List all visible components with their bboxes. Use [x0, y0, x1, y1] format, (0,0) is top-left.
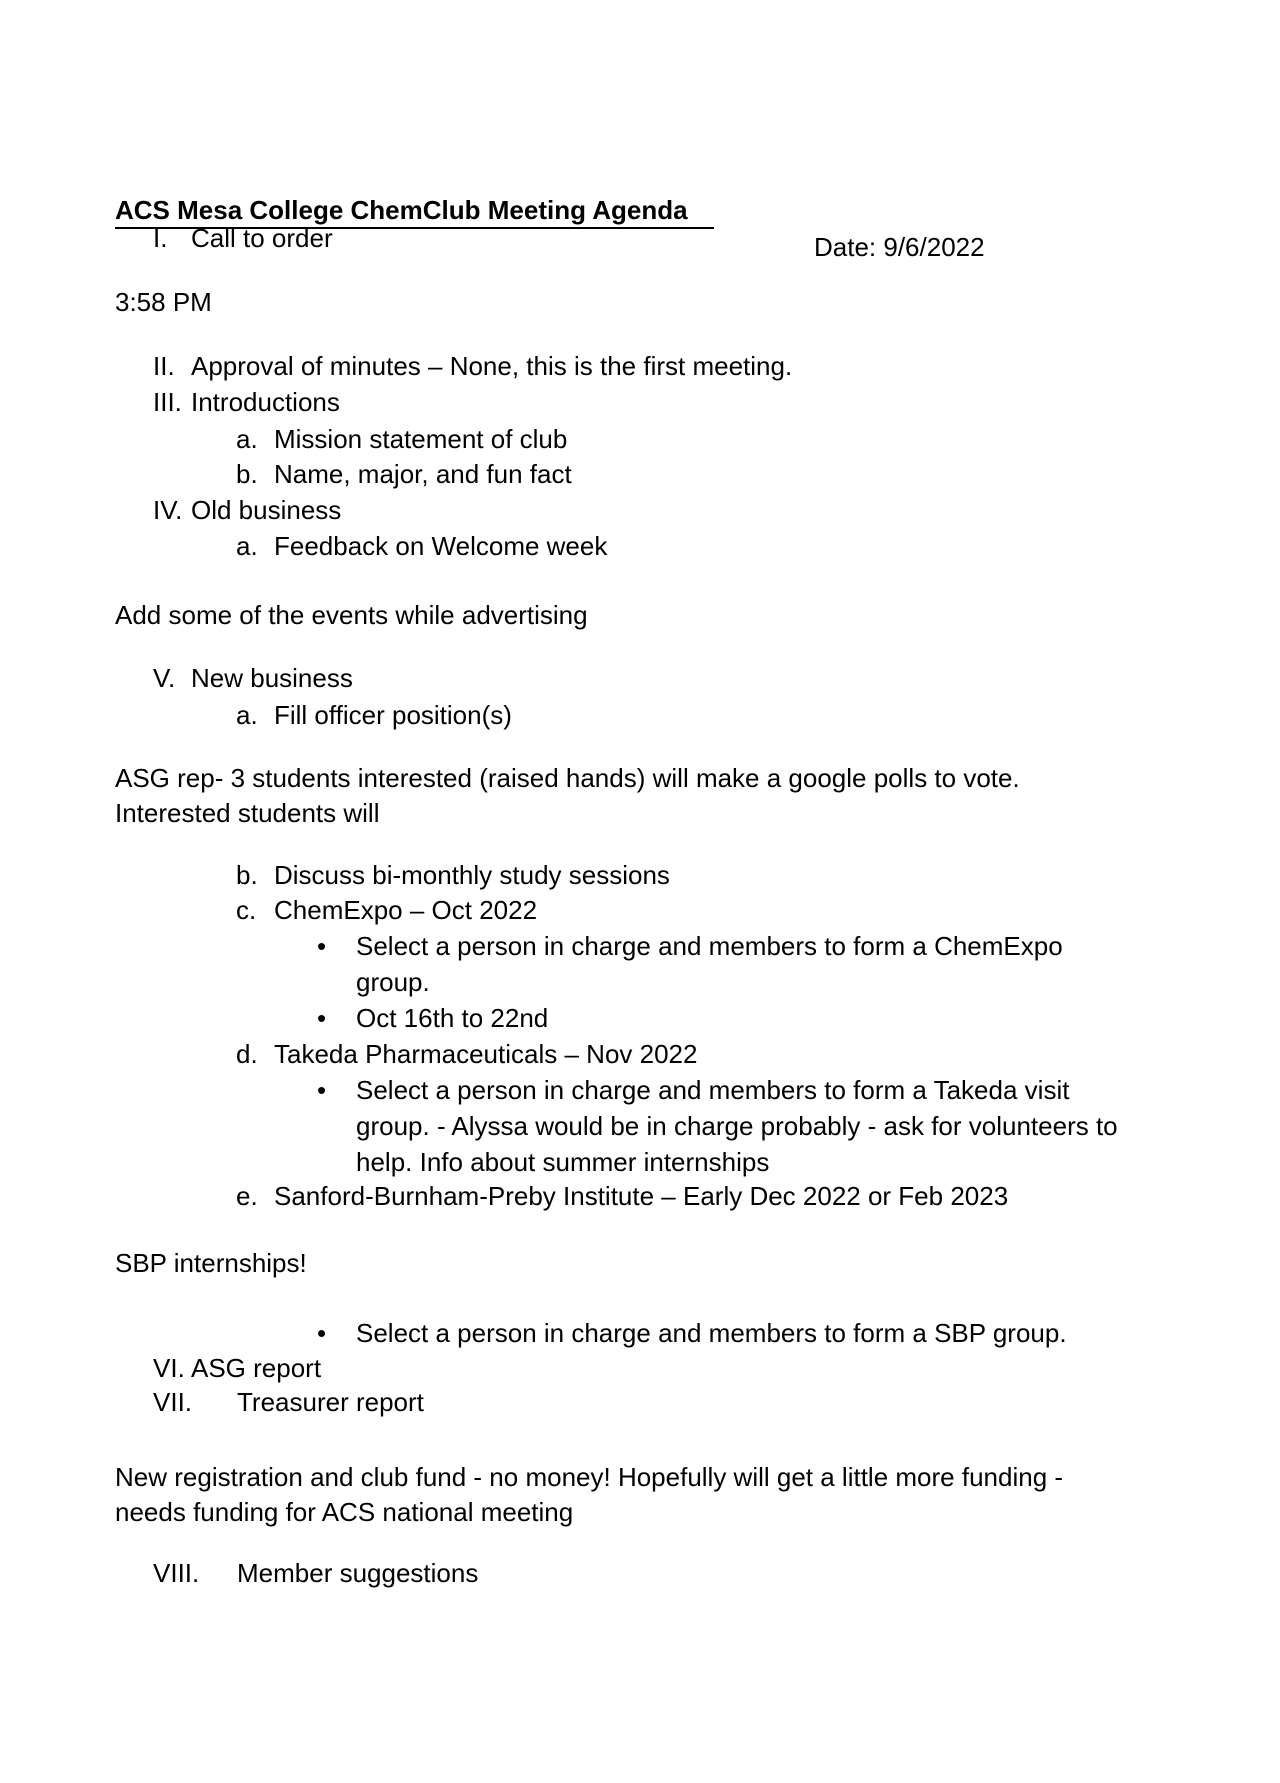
line-text: Discuss bi-monthly study sessions [274, 860, 670, 890]
document-title: ACS Mesa College ChemClub Meeting Agenda [115, 193, 714, 229]
agenda-list-line [0, 697, 1280, 733]
line-text: Takeda Pharmaceuticals – Nov 2022 [274, 1039, 698, 1069]
line-text: Select a person in charge and members to form a Takeda visit [356, 1075, 1070, 1105]
line-text: ASG report [191, 1353, 322, 1383]
list-marker: a. [236, 424, 258, 454]
line-text: help. Info about summer internships [356, 1147, 770, 1177]
agenda-list-line [0, 348, 1280, 384]
line-text: New business [191, 663, 353, 693]
list-marker: VII. [153, 1387, 193, 1417]
agenda-list-line [0, 1000, 1280, 1036]
agenda-list-line [0, 928, 1280, 964]
agenda-list-line [0, 492, 1280, 528]
agenda-list-line [0, 421, 1280, 457]
line-text: group. [356, 967, 430, 997]
agenda-paragraph-line [0, 284, 1280, 320]
line-text: Add some of the events while advertising [115, 600, 588, 630]
list-marker: VI. [153, 1353, 185, 1383]
line-text: ChemExpo – Oct 2022 [274, 895, 538, 925]
list-marker: VIII. [153, 1558, 200, 1588]
list-marker: V. [153, 663, 176, 693]
list-marker: c. [236, 895, 257, 925]
bullet-marker: • [317, 1075, 327, 1105]
line-text: Sanford-Burnham-Preby Institute – Early Dec 2022 or Feb 2023 [274, 1181, 1009, 1211]
agenda-paragraph-line [0, 964, 1280, 1000]
list-marker: II. [153, 351, 175, 381]
agenda-list-line [0, 1384, 1280, 1420]
line-text: Oct 16th to 22nd [356, 1003, 549, 1033]
line-text: Interested students will [115, 798, 380, 828]
line-text: SBP internships! [115, 1248, 307, 1278]
list-marker: d. [236, 1039, 258, 1069]
line-text: Select a person in charge and members to form a SBP group. [356, 1318, 1067, 1348]
agenda-list-line [0, 384, 1280, 420]
line-text: group. - Alyssa would be in charge probably - ask for volunteers to [356, 1111, 1118, 1141]
agenda-list-line [0, 1350, 1280, 1386]
agenda-paragraph-line [0, 795, 1280, 831]
line-text: Approval of minutes – None, this is the first meeting. [191, 351, 793, 381]
line-text: Name, major, and fun fact [274, 459, 572, 489]
agenda-paragraph-line [0, 1494, 1280, 1530]
date-label: Date: 9/6/2022 [814, 232, 985, 262]
list-marker: e. [236, 1181, 258, 1211]
line-text: Mission statement of club [274, 424, 568, 454]
agenda-list-line [0, 1072, 1280, 1108]
agenda-list-line [0, 1178, 1280, 1214]
agenda-paragraph-line [0, 1459, 1280, 1495]
list-marker: I. [153, 223, 168, 253]
line-text: Call to order [191, 223, 333, 253]
list-marker: b. [236, 860, 258, 890]
agenda-list-line [0, 1555, 1280, 1591]
bullet-marker: • [317, 1003, 327, 1033]
bullet-marker: • [317, 931, 327, 961]
line-text: Introductions [191, 387, 340, 417]
agenda-list-line [0, 857, 1280, 893]
line-text: Old business [191, 495, 342, 525]
agenda-list-line [0, 220, 1280, 256]
agenda-list-line [0, 1315, 1280, 1351]
agenda-list-line [0, 1036, 1280, 1072]
line-text: Fill officer position(s) [274, 700, 512, 730]
agenda-list-line [0, 456, 1280, 492]
list-marker: III. [153, 387, 182, 417]
list-marker: a. [236, 700, 258, 730]
agenda-paragraph-line [0, 1144, 1280, 1180]
line-text: needs funding for ACS national meeting [115, 1497, 574, 1527]
line-text: 3:58 PM [115, 287, 212, 317]
line-text: ASG rep- 3 students interested (raised hands) will make a google polls to vote. [115, 763, 1020, 793]
agenda-paragraph-line [0, 1108, 1280, 1144]
list-marker: b. [236, 459, 258, 489]
line-text: Treasurer report [237, 1387, 424, 1417]
agenda-list-line [0, 892, 1280, 928]
line-text: New registration and club fund - no money! Hopefully will get a little more funding - [115, 1462, 1064, 1492]
line-text: Select a person in charge and members to form a ChemExpo [356, 931, 1063, 961]
list-marker: IV. [153, 495, 183, 525]
agenda-paragraph-line [0, 597, 1280, 633]
agenda-list-line [0, 528, 1280, 564]
agenda-list-line [0, 660, 1280, 696]
agenda-paragraph-line [0, 760, 1280, 796]
list-marker: a. [236, 531, 258, 561]
agenda-paragraph-line [0, 1245, 1280, 1281]
line-text: Feedback on Welcome week [274, 531, 608, 561]
bullet-marker: • [317, 1318, 327, 1348]
line-text: Member suggestions [237, 1558, 479, 1588]
